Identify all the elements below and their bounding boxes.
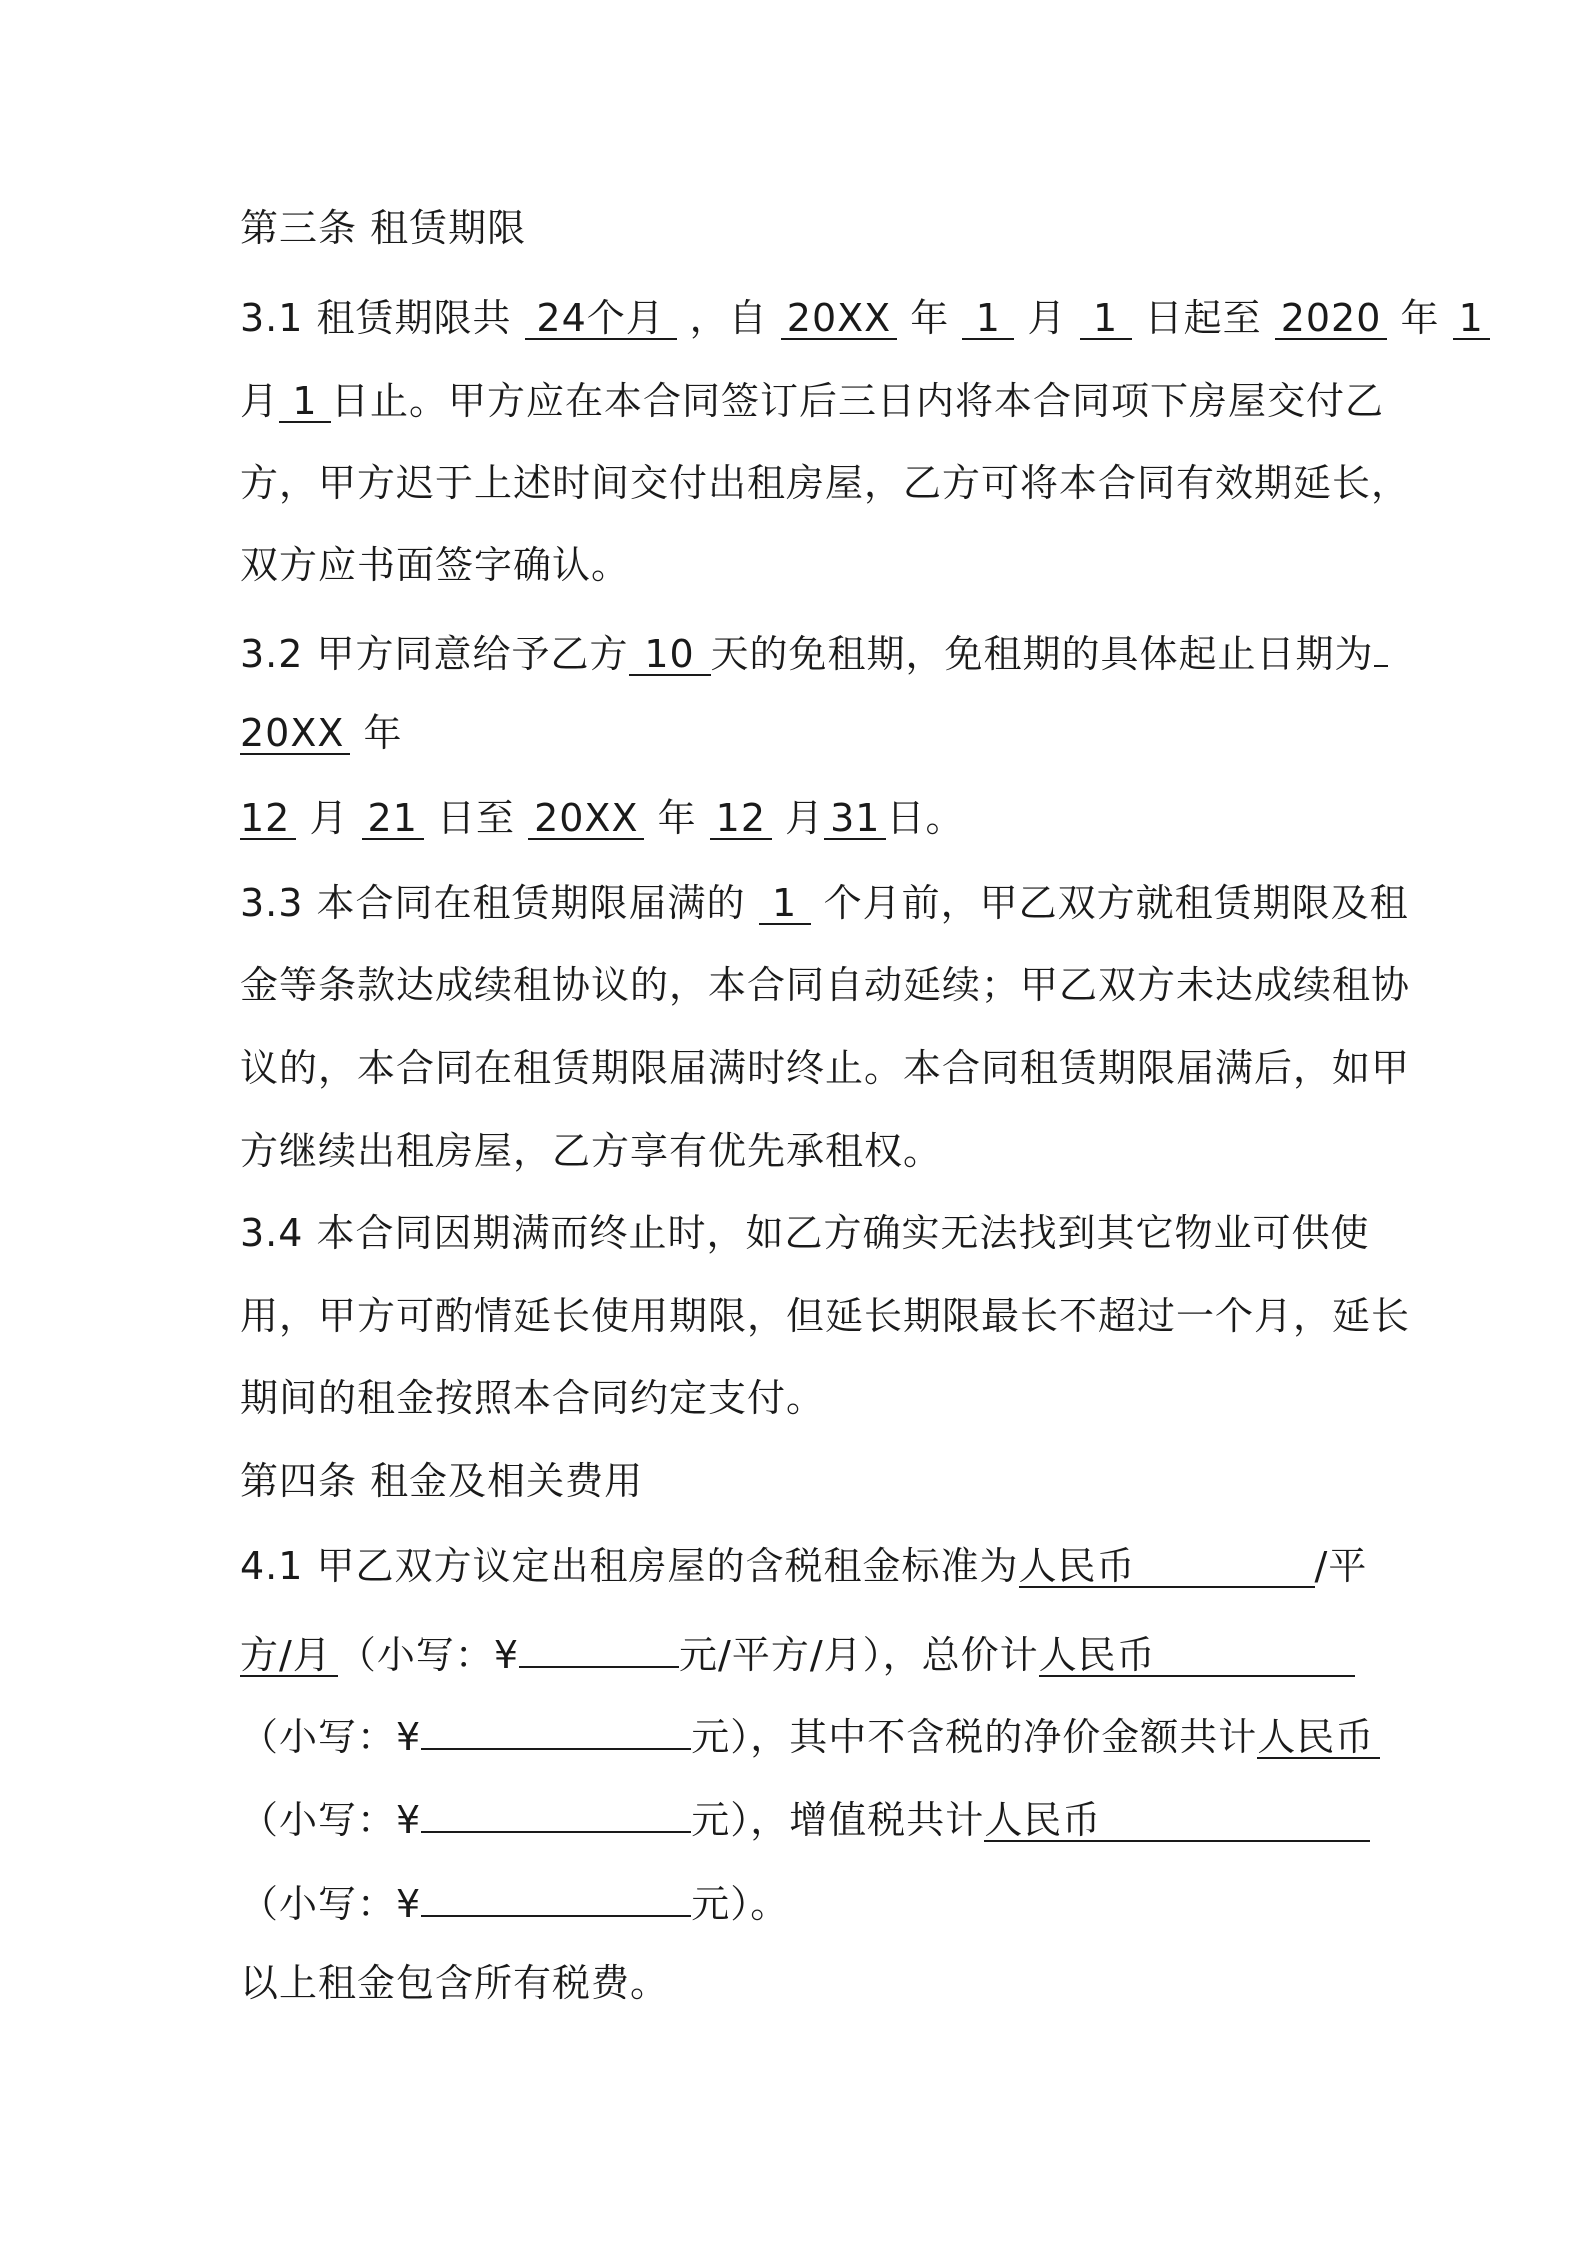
renewal-months-field: 1 [759, 883, 811, 925]
clause-3-1-line-1 [240, 295, 1490, 341]
clause-text: /平 [1314, 1544, 1368, 1588]
clause-4-1-line-1 [240, 1543, 1367, 1589]
rent-rate-rmb-field: 人民币 [1019, 1546, 1315, 1588]
clause-text: 元/平方/月），总价计 [679, 1633, 1039, 1677]
clause-text: 4.1 甲乙双方议定出租房屋的含税租金标准为 [240, 1544, 1019, 1588]
end-year-field: 2020 [1275, 298, 1388, 340]
clause-text: 年 [1387, 296, 1453, 340]
yen-sign: ¥ [493, 1633, 520, 1677]
clause-text: 3.3 本合同在租赁期限届满的 [240, 881, 759, 925]
clause-text: ，自 [676, 296, 781, 340]
clause-3-1-line-4: 双方应书面签字确认。 [240, 543, 631, 587]
free-start-year-field: 20XX [240, 713, 350, 755]
yen-sign: ¥ [396, 1882, 422, 1926]
net-rmb-field: 人民币 [1257, 1717, 1380, 1759]
clause-text: 3.2 甲方同意给予乙方 [240, 632, 629, 676]
free-end-day-field: 31 [824, 798, 886, 840]
clause-3-1-line-2 [240, 378, 1384, 424]
clause-text: 元），增值税共计 [691, 1798, 985, 1842]
clause-3-3-line-4: 方继续出租房屋，乙方享有优先承租权。 [240, 1129, 943, 1173]
clause-text: 天的免租期，免租期的具体起止日期为 [710, 632, 1374, 676]
clause-4-1-line-2 [240, 1626, 1355, 1678]
end-month-field: 1 [1453, 298, 1490, 340]
start-day-field: 1 [1080, 298, 1132, 340]
start-month-field: 1 [962, 298, 1014, 340]
clause-3-3-line-2: 金等条款达成续租协议的，本合同自动延续；甲乙双方未达成续租协 [240, 963, 1411, 1007]
free-start-month-field: 12 [240, 798, 296, 840]
clause-text: 月 [296, 796, 362, 840]
clause-text: （小写： [337, 1633, 494, 1677]
clause-text: 月 [772, 796, 825, 840]
clause-3-4-line-2: 用，甲方可酌情延长使用期限，但延长期限最长不超过一个月，延长 [240, 1294, 1411, 1338]
clause-text: 元）。 [691, 1882, 790, 1926]
clause-3-2-line-1 [240, 625, 1388, 677]
clause-text: （小写： [240, 1715, 397, 1759]
total-amount-field [421, 1708, 691, 1750]
unit-text: 方/月 [240, 1635, 338, 1677]
end-day-field: 1 [279, 381, 331, 423]
free-start-day-field: 21 [362, 798, 424, 840]
clause-3-3-line-1 [240, 880, 1409, 926]
vat-amount-field [421, 1875, 691, 1917]
article-4-heading: 第四条 租金及相关费用 [240, 1459, 644, 1503]
clause-text: 月 [240, 379, 280, 423]
clause-text: 元），其中不含税的净价金额共计 [691, 1715, 1258, 1759]
clause-text: 年 [350, 711, 403, 755]
clause-4-1-line-3 [240, 1708, 1380, 1760]
clause-text: 3.1 租赁期限共 [240, 296, 525, 340]
clause-text: （小写： [240, 1798, 397, 1842]
total-rmb-field: 人民币 [1039, 1635, 1355, 1677]
lease-term-field: 24个月 [525, 298, 677, 340]
clause-3-2-line-2 [240, 710, 403, 756]
clause-3-1-line-3: 方，甲方迟于上述时间交付出租房屋，乙方可将本合同有效期延长， [240, 461, 1411, 505]
clause-text: 月 [1014, 296, 1080, 340]
free-end-month-field: 12 [710, 798, 772, 840]
start-year-field: 20XX [781, 298, 897, 340]
rent-rate-amount-field [519, 1626, 679, 1668]
clause-text: 日止。甲方应在本合同签订后三日内将本合同项下房屋交付乙 [331, 379, 1385, 423]
underline [1374, 625, 1388, 667]
clause-3-4-line-1: 3.4 本合同因期满而终止时，如乙方确实无法找到其它物业可供使 [240, 1211, 1370, 1255]
clause-text: 日至 [423, 796, 529, 840]
tax-note: 以上租金包含所有税费。 [240, 1961, 670, 2005]
yen-sign: ¥ [396, 1798, 422, 1842]
free-end-year-field: 20XX [528, 798, 644, 840]
vat-rmb-field: 人民币 [984, 1800, 1370, 1842]
clause-text: 日。 [886, 796, 965, 840]
free-days-field: 10 [629, 634, 711, 676]
clause-text: 个月前，甲乙双方就租赁期限及租 [810, 881, 1409, 925]
clause-3-4-line-3: 期间的租金按照本合同约定支付。 [240, 1376, 826, 1420]
yen-sign: ¥ [396, 1715, 422, 1759]
clause-text: （小写： [240, 1882, 397, 1926]
clause-4-1-line-5 [240, 1875, 789, 1927]
article-3-heading: 第三条 租赁期限 [240, 206, 527, 250]
clause-text: 年 [644, 796, 710, 840]
clause-4-1-line-4 [240, 1791, 1370, 1843]
clause-3-2-line-3 [240, 795, 964, 841]
clause-3-3-line-3: 议的，本合同在租赁期限届满时终止。本合同租赁期限届满后，如甲 [240, 1046, 1411, 1090]
clause-text: 年 [897, 296, 963, 340]
clause-text: 日起至 [1131, 296, 1275, 340]
net-amount-field [421, 1791, 691, 1833]
